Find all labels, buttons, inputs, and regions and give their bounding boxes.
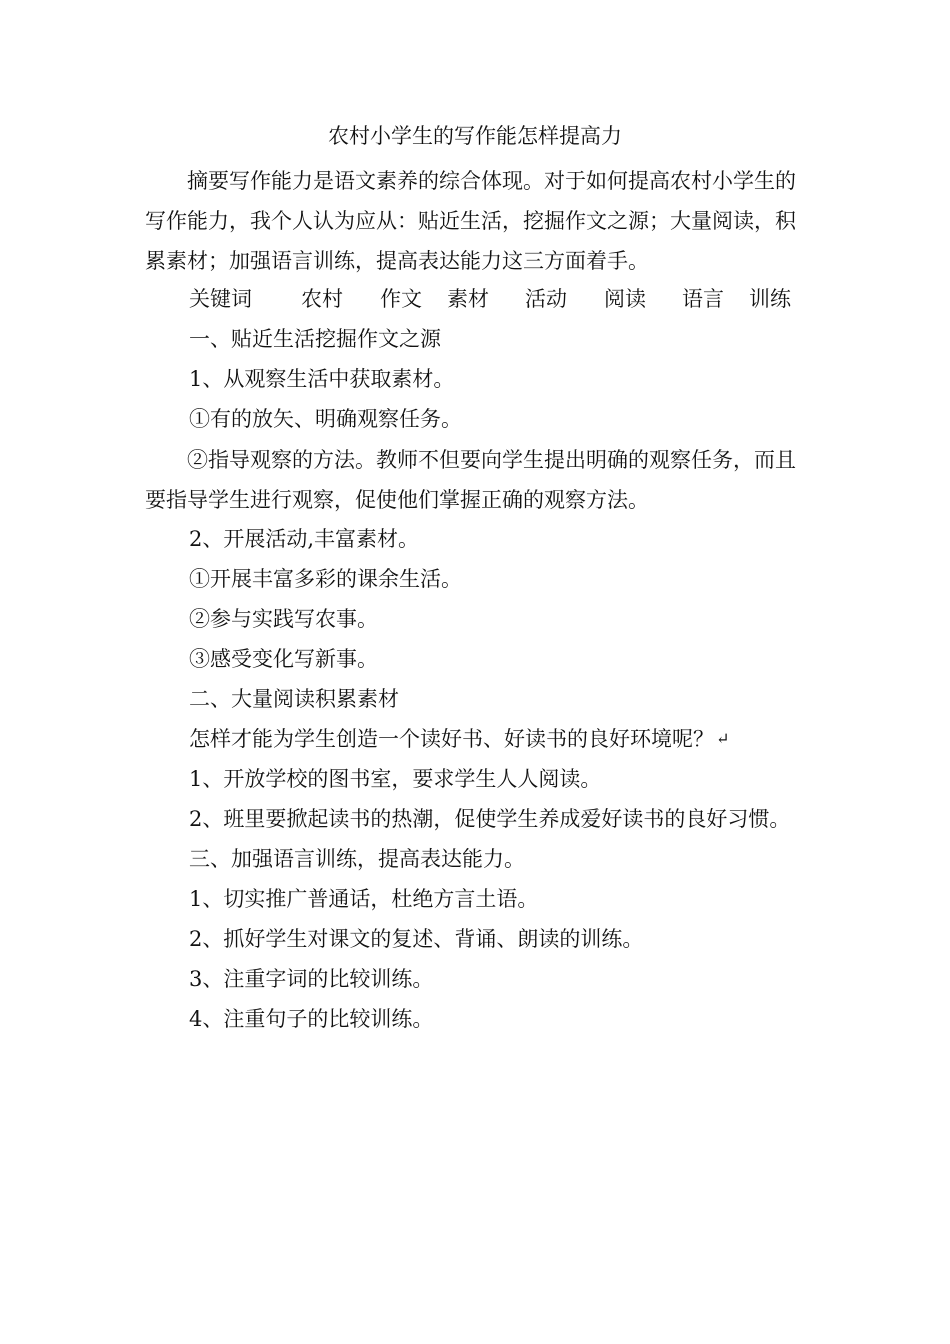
list-item: ①开展丰富多彩的课余生活。 [189,567,462,591]
abstract-paragraph: 摘要写作能力是语文素养的综合体现。对于如何提高农村小学生的写作能力，我个人认为应从：贴近生活，挖掘作文之源；大量阅读，积累素材；加强语言训练，提高表达能力这三方面着手。 [145,169,796,273]
list-item: 4、注重句子的比较训练。 [189,1007,434,1031]
keywords-row [0,284,950,314]
keyword-item: 素材 [447,287,489,311]
section-heading-2: 二、大量阅读积累素材 [189,687,399,711]
list-item: 1、开放学校的图书室，要求学生人人阅读。 [189,767,602,791]
paragraph-mark-icon: ↵ [716,729,730,748]
keyword-item: 语言 [682,287,724,311]
document-title: 农村小学生的写作能怎样提高力 [328,124,622,148]
list-item: 2、抓好学生对课文的复述、背诵、朗读的训练。 [189,927,644,951]
question-line [189,724,729,754]
keywords-label: 关键词 [189,287,252,311]
section-heading-1: 一、贴近生活挖掘作文之源 [189,327,441,351]
list-item: 3、注重字词的比较训练。 [189,967,434,991]
question-text: 怎样才能为学生创造一个读好书、好读书的良好环境呢？ [189,727,714,751]
list-item: 2、班里要掀起读书的热潮，促使学生养成爱好读书的良好习惯。 [189,807,791,831]
keyword-item: 训练 [749,287,791,311]
list-item: ③感受变化写新事。 [189,647,378,671]
list-item-paragraph: ②指导观察的方法。教师不但要向学生提出明确的观察任务，而且要指导学生进行观察，促使他们掌握正确的观察方法。 [145,448,796,512]
keyword-item: 阅读 [604,287,646,311]
subheading: 2、开展活动,丰富素材。 [189,527,420,551]
list-item: 1、切实推广普通话，杜绝方言土语。 [189,887,539,911]
section-heading-3: 三、加强语言训练，提高表达能力。 [189,847,525,871]
list-item: ②参与实践写农事。 [189,607,378,631]
keyword-item: 活动 [525,287,567,311]
subheading: 1、从观察生活中获取素材。 [189,367,455,391]
list-item: ①有的放矢、明确观察任务。 [189,407,462,431]
keyword-item: 农村 [301,287,343,311]
keyword-item: 作文 [380,287,422,311]
